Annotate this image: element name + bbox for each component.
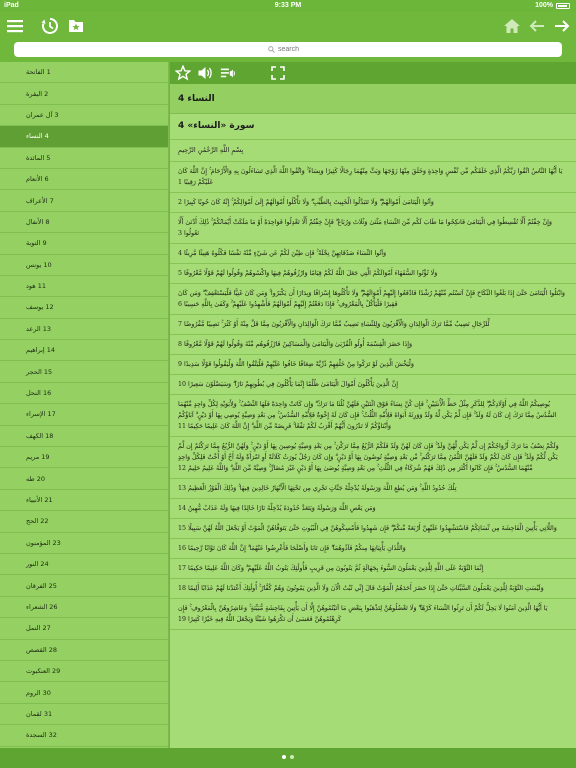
verse-row[interactable] bbox=[170, 599, 576, 630]
verse-text: لِّلرِّجَالِ نَصِيبٌ مِّمَّا تَرَكَ الْوَالِدَانِ وَالْأَقْرَبُونَ وَلِلنِّسَاءِ نَصِيبٌ مِّمَّا تَرَكَ الْوَالِدَانِ وَالْأَقْرَبُونَ مِمَّا قَلَّ مِنْهُ أَوْ كَثُرَ ۚ نَصِيبًا مَّفْرُوضًا 7 bbox=[178, 321, 490, 328]
sidebar-item-label: 11 هود bbox=[26, 282, 47, 291]
verse-text: وَلَيْسَتِ التَّوْبَةُ لِلَّذِينَ يَعْمَلُونَ السَّيِّئَاتِ حَتَّىٰ إِذَا حَضَرَ أَحَدَهُمُ الْمَوْتُ قَالَ إِنِّي تُبْتُ الْآنَ وَلَا الَّذِينَ يَمُوتُونَ وَهُمْ كُفَّارٌ ۚ أُولَٰئِكَ أَعْتَدْنَا لَهُمْ عَذَابًا أَلِيمًا 18 bbox=[178, 585, 544, 592]
sidebar-item-label: 28 القصص bbox=[26, 645, 58, 654]
verse-row[interactable] bbox=[170, 244, 576, 264]
sidebar-item-6[interactable] bbox=[0, 169, 168, 190]
history-icon bbox=[41, 17, 59, 35]
sidebar-item-17[interactable] bbox=[0, 404, 168, 425]
verse-row[interactable] bbox=[170, 539, 576, 559]
sidebar-item-label: 3 آل عمران bbox=[26, 110, 59, 119]
sidebar-item-20[interactable] bbox=[0, 468, 168, 489]
verse-text: وَلَا تُؤْتُوا السُّفَهَاءَ أَمْوَالَكُمُ الَّتِي جَعَلَ اللَّهُ لَكُمْ قِيَامًا وَارْزُقُوهُمْ فِيهَا وَاكْسُوهُمْ وَقُولُوا لَهُمْ قَوْلًا مَّعْرُوفًا 5 bbox=[178, 270, 438, 277]
sidebar-item-label: 13 الرعد bbox=[26, 324, 52, 333]
menu-icon bbox=[7, 19, 23, 33]
verse-text: وَإِنْ خِفْتُمْ أَلَّا تُقْسِطُوا فِي الْيَتَامَىٰ فَانكِحُوا مَا طَابَ لَكُم مِّنَ النِّسَاءِ مَثْنَىٰ وَثُلَاثَ وَرُبَاعَ ۖ فَإِنْ خِفْتُمْ أَلَّا تَعْدِلُوا فَوَاحِدَةً أَوْ مَا مَلَكَتْ أَيْمَانُكُمْ ۚ ذَٰلِكَ أَدْنَىٰ أَلَّا تَعُولُوا 3 bbox=[178, 219, 552, 237]
verse-row[interactable] bbox=[170, 355, 576, 375]
sidebar-item-25[interactable] bbox=[0, 575, 168, 596]
sidebar-item-label: 4 النساء bbox=[26, 132, 49, 141]
verse-row[interactable] bbox=[170, 335, 576, 355]
sidebar-item-label: 27 النمل bbox=[26, 624, 51, 633]
favorite-button[interactable] bbox=[175, 65, 191, 81]
fullscreen-icon bbox=[271, 66, 285, 80]
search-input[interactable] bbox=[278, 46, 308, 53]
sidebar-item-label: 10 يونس bbox=[26, 260, 52, 269]
sidebar-item-label: 14 إبراهيم bbox=[26, 346, 56, 355]
sidebar-item-label: 25 الفرقان bbox=[26, 581, 57, 590]
sidebar-item-label: 26 الشعراء bbox=[26, 602, 58, 611]
verse-text: وَلَكُمْ نِصْفُ مَا تَرَكَ أَزْوَاجُكُمْ إِن لَّمْ يَكُن لَّهُنَّ وَلَدٌ ۚ فَإِن كَانَ لَهُنَّ وَلَدٌ فَلَكُمُ الرُّبُعُ مِمَّا تَرَكْنَ ۚ مِن بَعْدِ وَصِيَّةٍ يُوصِينَ بِهَا أَوْ دَيْنٍ ۚ وَلَهُنَّ الرُّبُعُ مِمَّا تَرَكْتُمْ إِن لَّمْ يَكُن لَّكُمْ وَلَدٌ ۚ فَإِن كَانَ لَكُمْ وَلَدٌ فَلَهُنَّ الثُّمُنُ مِمَّا تَرَكْتُم ۚ مِّن بَعْدِ وَصِيَّةٍ تُوصُونَ بِهَا أَوْ دَيْنٍ ۗ وَإِن كَانَ رَجُلٌ يُورَثُ كَلَالَةً أَوِ امْرَأَةٌ وَلَهُ أَخٌ أَوْ أُخْتٌ فَلِكُلِّ وَاحِدٍ مِّنْهُمَا السُّدُسُ ۚ فَإِن كَانُوا أَكْثَرَ مِن ذَٰلِكَ فَهُمْ شُرَكَاءُ فِي الثُّلُثِ ۚ مِن بَعْدِ وَصِيَّةٍ يُوصَىٰ بِهَا أَوْ دَيْنٍ غَيْرَ مُضَارٍّ ۚ وَصِيَّةً مِّنَ اللَّهِ ۗ وَاللَّهُ عَلِيمٌ حَلِيمٌ 12 bbox=[178, 443, 559, 472]
verse-list bbox=[170, 162, 576, 630]
sidebar-item-10[interactable] bbox=[0, 255, 168, 276]
verse-row[interactable] bbox=[170, 519, 576, 539]
sidebar-item-1[interactable] bbox=[0, 62, 168, 83]
sidebar-item-13[interactable] bbox=[0, 319, 168, 340]
sidebar-item-label: 19 مريم bbox=[26, 453, 50, 462]
home-icon bbox=[503, 18, 521, 34]
reader-toolbar bbox=[170, 62, 576, 84]
sidebar-item-9[interactable] bbox=[0, 233, 168, 254]
sidebar-item-30[interactable] bbox=[0, 682, 168, 703]
sidebar-item-label: 24 النور bbox=[26, 560, 49, 569]
verse-row[interactable] bbox=[170, 579, 576, 599]
sidebar-item-14[interactable] bbox=[0, 340, 168, 361]
bottom-bar bbox=[0, 748, 576, 768]
forward-button[interactable] bbox=[552, 16, 572, 36]
bismillah: بِسْمِ اللَّهِ الرَّحْمَٰنِ الرَّحِيمِ bbox=[178, 146, 244, 154]
search-bar bbox=[0, 40, 576, 62]
sidebar-item-7[interactable] bbox=[0, 190, 168, 211]
bookmarks-button[interactable] bbox=[66, 16, 86, 36]
back-button[interactable] bbox=[527, 16, 547, 36]
sidebar-item-31[interactable] bbox=[0, 704, 168, 725]
audio-button[interactable] bbox=[197, 65, 213, 81]
device-label: iPad bbox=[4, 2, 19, 9]
sidebar-item-22[interactable] bbox=[0, 511, 168, 532]
sidebar-item-label: 12 يوسف bbox=[26, 303, 54, 312]
verse-text: يُوصِيكُمُ اللَّهُ فِي أَوْلَادِكُمْ ۖ لِلذَّكَرِ مِثْلُ حَظِّ الْأُنثَيَيْنِ ۚ فَإِن كُنَّ نِسَاءً فَوْقَ اثْنَتَيْنِ فَلَهُنَّ ثُلُثَا مَا تَرَكَ ۖ وَإِن كَانَتْ وَاحِدَةً فَلَهَا النِّصْفُ ۚ وَلِأَبَوَيْهِ لِكُلِّ وَاحِدٍ مِّنْهُمَا السُّدُسُ مِمَّا تَرَكَ إِن كَانَ لَهُ وَلَدٌ ۚ فَإِن لَّمْ يَكُن لَّهُ وَلَدٌ وَوَرِثَهُ أَبَوَاهُ فَلِأُمِّهِ الثُّلُثُ ۚ فَإِن كَانَ لَهُ إِخْوَةٌ فَلِأُمِّهِ السُّدُسُ ۚ مِن بَعْدِ وَصِيَّةٍ يُوصِي بِهَا أَوْ دَيْنٍ ۗ آبَاؤُكُمْ وَأَبْنَاؤُكُمْ لَا تَدْرُونَ أَيُّهُمْ أَقْرَبُ لَكُمْ نَفْعًا ۚ فَرِيضَةً مِّنَ اللَّهِ ۗ إِنَّ اللَّهَ كَانَ عَلِيمًا حَكِيمًا 11 bbox=[178, 401, 557, 430]
sidebar-item-label: 29 العنكبوت bbox=[26, 667, 61, 676]
arrow-left-icon bbox=[529, 19, 545, 33]
verse-text: وَإِذَا حَضَرَ الْقِسْمَةَ أُولُو الْقُرْبَىٰ وَالْيَتَامَىٰ وَالْمَسَاكِينُ فَارْزُقُوهُم مِّنْهُ وَقُولُوا لَهُمْ قَوْلًا مَّعْرُوفًا 8 bbox=[178, 341, 412, 348]
reader-pane bbox=[170, 62, 576, 748]
clock: 9:33 PM bbox=[274, 2, 302, 9]
sidebar-item-label: 23 المؤمنون bbox=[26, 538, 61, 547]
sidebar-item-label: 15 الحجر bbox=[26, 367, 53, 376]
sidebar-item-label: 7 الأعراف bbox=[26, 196, 54, 205]
sura-title-bar bbox=[170, 84, 576, 114]
sidebar-item-label: 20 طه bbox=[26, 474, 46, 483]
arrow-right-icon bbox=[554, 19, 570, 33]
sidebar-item-8[interactable] bbox=[0, 212, 168, 233]
sidebar-item-19[interactable] bbox=[0, 447, 168, 468]
playlist-icon bbox=[220, 65, 236, 81]
sidebar-item-label: 8 الأنفال bbox=[26, 217, 50, 226]
verse-row[interactable] bbox=[170, 395, 576, 437]
sidebar-item-15[interactable] bbox=[0, 361, 168, 382]
verse-row[interactable] bbox=[170, 559, 576, 579]
sidebar-item-label: 22 الحج bbox=[26, 517, 49, 526]
verse-text: وَاللَّذَانِ يَأْتِيَانِهَا مِنكُمْ فَآذُوهُمَا ۖ فَإِن تَابَا وَأَصْلَحَا فَأَعْرِضُوا عَنْهُمَا ۗ إِنَّ اللَّهَ كَانَ تَوَّابًا رَّحِيمًا 16 bbox=[178, 545, 406, 552]
sidebar-item-21[interactable] bbox=[0, 490, 168, 511]
sidebar-item-label: 30 الروم bbox=[26, 688, 51, 697]
verse-text: وَاللَّاتِي يَأْتِينَ الْفَاحِشَةَ مِن نِّسَائِكُمْ فَاسْتَشْهِدُوا عَلَيْهِنَّ أَرْبَعَةً مِّنكُمْ ۖ فَإِن شَهِدُوا فَأَمْسِكُوهُنَّ فِي الْبُيُوتِ حَتَّىٰ يَتَوَفَّاهُنَّ الْمَوْتُ أَوْ يَجْعَلَ اللَّهُ لَهُنَّ سَبِيلًا 15 bbox=[178, 525, 557, 532]
sidebar-item-label: 21 الأنبياء bbox=[26, 496, 53, 504]
verse-text: تِلْكَ حُدُودُ اللَّهِ ۚ وَمَن يُطِعِ اللَّهَ وَرَسُولَهُ يُدْخِلْهُ جَنَّاتٍ تَجْرِي مِن تَحْتِهَا الْأَنْهَارُ خَالِدِينَ فِيهَا ۚ وَذَٰلِكَ الْفَوْزُ الْعَظِيمُ 13 bbox=[178, 485, 457, 492]
sidebar-item-3[interactable] bbox=[0, 105, 168, 126]
verse-text: وَابْتَلُوا الْيَتَامَىٰ حَتَّىٰ إِذَا بَلَغُوا النِّكَاحَ فَإِنْ آنَسْتُم مِّنْهُمْ رُشْدًا فَادْفَعُوا إِلَيْهِمْ أَمْوَالَهُمْ ۖ وَلَا تَأْكُلُوهَا إِسْرَافًا وَبِدَارًا أَن يَكْبَرُوا ۚ وَمَن كَانَ غَنِيًّا فَلْيَسْتَعْفِفْ ۖ وَمَن كَانَ فَقِيرًا فَلْيَأْكُلْ بِالْمَعْرُوفِ ۚ فَإِذَا دَفَعْتُمْ إِلَيْهِمْ أَمْوَالَهُمْ فَأَشْهِدُوا عَلَيْهِمْ ۚ وَكَفَىٰ بِاللَّهِ حَسِيبًا 6 bbox=[178, 290, 565, 308]
verse-text: يَا أَيُّهَا النَّاسُ اتَّقُوا رَبَّكُمُ الَّذِي خَلَقَكُم مِّن نَّفْسٍ وَاحِدَةٍ وَخَلَقَ مِنْهَا زَوْجَهَا وَبَثَّ مِنْهُمَا رِجَالًا كَثِيرًا وَنِسَاءً ۚ وَاتَّقُوا اللَّهَ الَّذِي تَسَاءَلُونَ بِهِ وَالْأَرْحَامَ ۚ إِنَّ اللَّهَ كَانَ عَلَيْكُمْ رَقِيبًا 1 bbox=[178, 168, 563, 186]
verse-row[interactable] bbox=[170, 499, 576, 519]
verse-text: وَآتُوا النِّسَاءَ صَدُقَاتِهِنَّ نِحْلَةً ۚ فَإِن طِبْنَ لَكُمْ عَن شَيْءٍ مِّنْهُ نَفْسًا فَكُلُوهُ هَنِيئًا مَّرِيئًا 4 bbox=[178, 250, 387, 257]
verse-text: يَا أَيُّهَا الَّذِينَ آمَنُوا لَا يَحِلُّ لَكُمْ أَن تَرِثُوا النِّسَاءَ كَرْهًا ۖ وَلَا تَعْضُلُوهُنَّ لِتَذْهَبُوا بِبَعْضِ مَا آتَيْتُمُوهُنَّ إِلَّا أَن يَأْتِينَ بِفَاحِشَةٍ مُّبَيِّنَةٍ ۚ وَعَاشِرُوهُنَّ بِالْمَعْرُوفِ ۚ فَإِن كَرِهْتُمُوهُنَّ فَعَسَىٰ أَن تَكْرَهُوا شَيْئًا وَيَجْعَلَ اللَّهُ فِيهِ خَيْرًا كَثِيرًا 19 bbox=[178, 605, 548, 623]
battery-status bbox=[535, 2, 570, 9]
sidebar-item-29[interactable] bbox=[0, 661, 168, 682]
sidebar-item-23[interactable] bbox=[0, 533, 168, 554]
search-icon bbox=[268, 46, 275, 53]
sura-content bbox=[170, 114, 576, 630]
sidebar-item-26[interactable] bbox=[0, 597, 168, 618]
sidebar-item-2[interactable] bbox=[0, 83, 168, 104]
sidebar-item-label: 31 لقمان bbox=[26, 709, 53, 718]
verse-row[interactable] bbox=[170, 193, 576, 213]
sidebar-item-24[interactable] bbox=[0, 554, 168, 575]
verse-row[interactable] bbox=[170, 437, 576, 479]
bismillah-row bbox=[170, 140, 576, 162]
search-field[interactable] bbox=[14, 42, 562, 57]
sidebar-item-label: 16 النحل bbox=[26, 389, 52, 398]
sidebar-item-12[interactable] bbox=[0, 297, 168, 318]
sidebar-item-label: 2 البقرة bbox=[26, 89, 49, 98]
sidebar-item-label: 9 التوبة bbox=[26, 239, 47, 248]
battery-percent: 100% bbox=[535, 2, 553, 9]
sidebar-item-18[interactable] bbox=[0, 426, 168, 447]
sidebar-item-11[interactable] bbox=[0, 276, 168, 297]
star-icon bbox=[175, 65, 191, 81]
verse-row[interactable] bbox=[170, 162, 576, 193]
verse-text: إِنَّ الَّذِينَ يَأْكُلُونَ أَمْوَالَ الْيَتَامَىٰ ظُلْمًا إِنَّمَا يَأْكُلُونَ فِي بُطُونِهِمْ نَارًا ۖ وَسَيَصْلَوْنَ سَعِيرًا 10 bbox=[178, 381, 399, 388]
page-indicator[interactable] bbox=[0, 755, 576, 759]
home-button[interactable] bbox=[502, 16, 522, 36]
verse-text: وَآتُوا الْيَتَامَىٰ أَمْوَالَهُمْ ۖ وَلَا تَتَبَدَّلُوا الْخَبِيثَ بِالطَّيِّبِ ۖ وَلَا تَأْكُلُوا أَمْوَالَهُمْ إِلَىٰ أَمْوَالِكُمْ ۚ إِنَّهُ كَانَ حُوبًا كَبِيرًا 2 bbox=[178, 199, 434, 206]
sidebar-item-label: 32 السجدة bbox=[26, 731, 57, 740]
verse-row[interactable] bbox=[170, 213, 576, 244]
speaker-icon bbox=[197, 65, 213, 81]
sidebar-item-16[interactable] bbox=[0, 383, 168, 404]
page-dot[interactable] bbox=[282, 755, 286, 759]
sidebar-item-27[interactable] bbox=[0, 618, 168, 639]
sura-heading-row bbox=[170, 114, 576, 140]
menu-button[interactable] bbox=[5, 16, 25, 36]
verse-row[interactable] bbox=[170, 284, 576, 315]
sidebar-item-label: 17 الإسراء bbox=[26, 410, 56, 419]
sura-list[interactable] bbox=[0, 62, 169, 748]
sidebar-item-label: 5 المائدة bbox=[26, 153, 51, 162]
sura-title: النساء 4 bbox=[178, 94, 215, 104]
history-button[interactable] bbox=[40, 16, 60, 36]
verse-text: وَمَن يَعْصِ اللَّهَ وَرَسُولَهُ وَيَتَعَدَّ حُدُودَهُ يُدْخِلْهُ نَارًا خَالِدًا فِيهَا وَلَهُ عَذَابٌ مُّهِينٌ 14 bbox=[178, 505, 376, 512]
sidebar-item-32[interactable] bbox=[0, 725, 168, 746]
verse-text: وَلْيَخْشَ الَّذِينَ لَوْ تَرَكُوا مِنْ خَلْفِهِمْ ذُرِّيَّةً ضِعَافًا خَافُوا عَلَيْهِمْ فَلْيَتَّقُوا اللَّهَ وَلْيَقُولُوا قَوْلًا سَدِيدًا 9 bbox=[178, 361, 414, 368]
sidebar-item-5[interactable] bbox=[0, 148, 168, 169]
sidebar-item-label: 6 الأنعام bbox=[26, 175, 49, 184]
status-bar bbox=[0, 0, 576, 12]
sidebar-item-4[interactable] bbox=[0, 126, 168, 147]
verse-row[interactable] bbox=[170, 264, 576, 284]
sidebar-item-label: 18 الكهف bbox=[26, 431, 54, 440]
verse-row[interactable] bbox=[170, 315, 576, 335]
verse-row[interactable] bbox=[170, 375, 576, 395]
battery-icon bbox=[556, 3, 570, 9]
sidebar-item-28[interactable] bbox=[0, 640, 168, 661]
fullscreen-button[interactable] bbox=[270, 65, 286, 81]
sidebar-item-label: 1 الفاتحة bbox=[26, 68, 51, 77]
page-dot[interactable] bbox=[290, 755, 294, 759]
playlist-button[interactable] bbox=[220, 65, 236, 81]
bookmark-star-icon bbox=[68, 18, 84, 34]
verse-text: إِنَّمَا التَّوْبَةُ عَلَى اللَّهِ لِلَّذِينَ يَعْمَلُونَ السُّوءَ بِجَهَالَةٍ ثُمَّ يَتُوبُونَ مِن قَرِيبٍ فَأُولَٰئِكَ يَتُوبُ اللَّهُ عَلَيْهِمْ ۗ وَكَانَ اللَّهُ عَلِيمًا حَكِيمًا 17 bbox=[178, 565, 484, 572]
verse-row[interactable] bbox=[170, 479, 576, 499]
navigation-bar bbox=[0, 12, 576, 40]
sura-heading: سورة «النساء» 4 bbox=[178, 121, 255, 131]
